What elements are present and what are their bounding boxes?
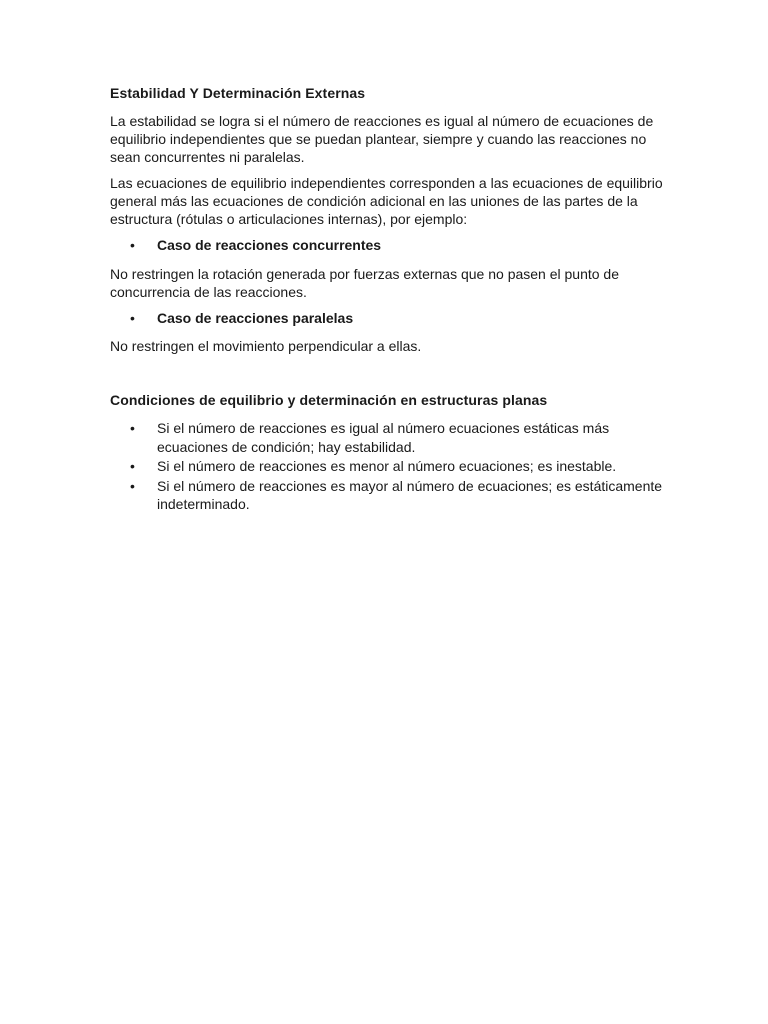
bullet-icon: •	[130, 420, 135, 436]
case-concurrent-title: Caso de reacciones concurrentes	[157, 237, 382, 253]
list-item-text: Si el número de reacciones es mayor al número de ecuaciones; es estáticamente indeterminado.	[157, 477, 663, 512]
case-parallel-reactions	[110, 309, 670, 328]
section-title-equilibrium-conditions: Condiciones de equilibrio y determinación en estructuras planas	[110, 392, 548, 408]
paragraph-stability-definition: La estabilidad se logra si el número de reacciones es igual al número de ecuaciones de equilibrio independientes que se puedan plantear, siempre y cuando las reacciones no sean concurrentes ni paralelas.	[110, 113, 654, 165]
section-title-external-stability: Estabilidad Y Determinación Externas	[110, 85, 366, 101]
list-item-text: Si el número de reacciones es menor al número ecuaciones; es inestable.	[157, 458, 617, 474]
bullet-icon: •	[130, 458, 135, 474]
case-parallel-title: Caso de reacciones paralelas	[157, 309, 354, 326]
list-item	[110, 419, 670, 456]
section-spacer	[110, 363, 670, 391]
bullet-icon: •	[130, 237, 135, 253]
conditions-list	[110, 419, 670, 514]
document-page	[110, 84, 670, 515]
paragraph-parallel-explanation: No restringen el movimiento perpendicular a ellas.	[110, 338, 422, 354]
list-item-text: Si el número de reacciones es igual al número ecuaciones estáticas más ecuaciones de condición; hay estabilidad.	[157, 420, 610, 455]
list-item	[110, 457, 670, 476]
paragraph-concurrent-explanation: No restringen la rotación generada por fuerzas externas que no pasen el punto de concurrencia de las reacciones.	[110, 265, 620, 300]
paragraph-independent-equations: Las ecuaciones de equilibrio independientes corresponden a las ecuaciones de equilibrio general más las ecuaciones de condición adicional en las uniones de las partes de la estructura (rótulas o articulaciones internas), por ejemplo:	[110, 175, 663, 227]
bullet-icon: •	[130, 309, 135, 326]
bullet-icon: •	[130, 477, 135, 494]
case-concurrent-reactions	[110, 236, 670, 255]
list-item	[110, 477, 670, 514]
